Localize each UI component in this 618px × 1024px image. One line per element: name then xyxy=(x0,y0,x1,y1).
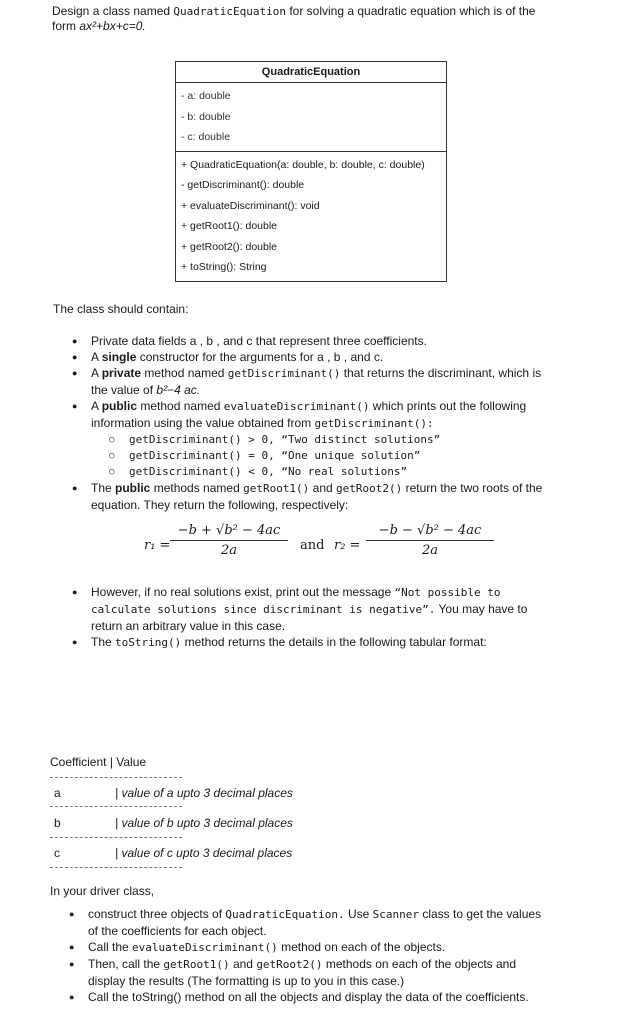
intro-text: Design a class named xyxy=(52,4,174,18)
table-key: b xyxy=(54,816,61,830)
item-code: toString() xyxy=(115,636,182,649)
list-item xyxy=(91,333,551,349)
list-item xyxy=(91,365,551,398)
item-code: getRoot2() xyxy=(336,482,403,495)
item-text: method named xyxy=(137,399,224,413)
sub-list-item: ○ getDiscriminant() > 0, “Two distinct solutions” xyxy=(91,432,551,448)
coefficient-table-header: Coefficient | Value xyxy=(50,755,147,769)
formula-root2-denominator: 2a xyxy=(421,543,439,558)
list-item xyxy=(91,480,551,513)
item-text: A xyxy=(91,399,102,413)
item-bold: public xyxy=(101,399,138,413)
item-code: getDiscriminant(): xyxy=(314,417,434,430)
uml-class-title: QuadraticEquation xyxy=(176,62,446,83)
item-text: The xyxy=(91,481,116,495)
uml-class-box xyxy=(175,61,447,282)
item-bold: public xyxy=(115,481,151,495)
uml-methods-section xyxy=(176,151,446,281)
item-text: Private data fields a , b , and c that represent three coefficients. xyxy=(91,334,427,348)
uml-method: - getDiscriminant(): double xyxy=(181,179,305,191)
item-code: getRoot2() xyxy=(256,958,323,971)
item-bold: single xyxy=(101,350,137,364)
item-code: Scanner xyxy=(372,908,419,921)
uml-field: - c: double xyxy=(181,131,231,143)
item-code: evaluateDiscriminant() xyxy=(132,941,278,954)
formula-root1-fraction xyxy=(170,523,288,558)
list-item xyxy=(88,906,548,939)
list-item xyxy=(88,956,548,989)
item-text: return the two roots of the equation. They return the following, respectively: xyxy=(91,481,543,512)
item-bold: private xyxy=(101,366,142,380)
item-text: which prints out the following information using the value obtained from xyxy=(91,399,527,430)
item-text: construct three objects of xyxy=(88,907,226,921)
list-item xyxy=(91,584,551,634)
item-text: methods named xyxy=(150,481,244,495)
uml-fields-section xyxy=(176,83,446,151)
intro-class-name: QuadraticEquation xyxy=(173,5,286,18)
item-code: evaluateDiscriminant() xyxy=(223,400,370,413)
item-text: class to get the values of the coefficients for each object. xyxy=(88,907,542,938)
item-text: However, if no real solutions exist, print out the message xyxy=(91,585,395,599)
table-value: | value of a upto 3 decimal places xyxy=(115,786,293,800)
table-divider xyxy=(50,777,182,778)
formula-r1-label: r₁ = xyxy=(144,538,171,553)
list-item xyxy=(91,398,551,480)
requirements-list xyxy=(91,333,551,513)
table-divider xyxy=(50,806,182,807)
formula-root2-fraction xyxy=(366,523,494,558)
sub-list-item: ○ getDiscriminant() < 0, “No real solutions” xyxy=(91,464,551,480)
sub-list-item: ○ getDiscriminant() = 0, “One unique solution” xyxy=(91,448,551,464)
item-text: A xyxy=(91,350,102,364)
item-text: constructor for the arguments for a , b , and c. xyxy=(136,350,384,364)
item-text: methods on each of the objects and display the results (The formatting is up to you in this case.) xyxy=(88,957,517,988)
item-text: Call the xyxy=(88,940,133,954)
item-text: method named xyxy=(141,366,228,380)
item-text: method on each of the objects. xyxy=(277,940,446,954)
item-text: Call the toString() method on all the objects and display the data of the coefficients. xyxy=(88,990,529,1004)
item-text: that returns the discriminant, which is the value of xyxy=(91,366,542,397)
roots-formula xyxy=(144,523,504,573)
table-divider xyxy=(50,837,182,838)
item-text: A xyxy=(91,366,102,380)
item-text: You may have to return an arbitrary value in this case. xyxy=(91,602,528,633)
item-text: method returns the details in the following tabular format: xyxy=(181,635,487,649)
sub-list xyxy=(91,432,551,480)
list-item xyxy=(88,989,548,1005)
driver-heading: In your driver class, xyxy=(50,884,155,898)
formula-root2-numerator: −b − √b² − 4ac xyxy=(366,523,494,541)
item-code: getRoot1() xyxy=(243,482,310,495)
table-key: c xyxy=(54,846,60,860)
uml-method: + getRoot2(): double xyxy=(181,240,278,253)
uml-method: + getRoot1(): double xyxy=(181,220,278,232)
item-code: “Not possible to calculate solutions since discriminant is negative”. xyxy=(91,586,501,616)
intro-text-b: for solving a quadratic equation which is of the form xyxy=(52,4,536,33)
formula-and: and xyxy=(300,538,325,553)
item-text: and xyxy=(229,957,257,971)
requirements-heading: The class should contain: xyxy=(53,302,189,316)
item-text: Then, call the xyxy=(88,957,164,971)
uml-method: + evaluateDiscriminant(): void xyxy=(181,199,320,212)
item-math: b²−4 ac. xyxy=(156,383,201,397)
list-item xyxy=(91,634,551,651)
table-key: a xyxy=(54,786,61,800)
more-requirements-list xyxy=(91,584,551,651)
table-value: | value of c upto 3 decimal places xyxy=(115,846,293,860)
item-code: getDiscriminant() xyxy=(227,367,341,380)
uml-field: - b: double xyxy=(181,110,231,123)
uml-method: + toString(): String xyxy=(181,261,267,273)
uml-field: - a: double xyxy=(181,90,231,102)
list-item xyxy=(91,349,551,365)
uml-method: + QuadraticEquation(a: double, b: double, c: double) xyxy=(181,158,425,171)
formula-root1-denominator: 2a xyxy=(220,543,238,558)
formula-r2-label: r₂ = xyxy=(334,538,361,553)
intro-paragraph xyxy=(52,4,552,34)
driver-list xyxy=(88,906,548,1005)
formula-root1-numerator: −b + √b² − 4ac xyxy=(170,523,288,541)
item-code: QuadraticEquation. xyxy=(225,908,345,921)
item-text: and xyxy=(309,481,337,495)
table-value: | value of b upto 3 decimal places xyxy=(115,816,293,830)
item-text: Use xyxy=(344,907,373,921)
item-code: getRoot1() xyxy=(163,958,230,971)
item-text: The xyxy=(91,635,116,649)
intro-equation-form: ax²+bx+c=0. xyxy=(79,19,146,33)
table-divider xyxy=(50,867,182,868)
list-item xyxy=(88,939,548,956)
